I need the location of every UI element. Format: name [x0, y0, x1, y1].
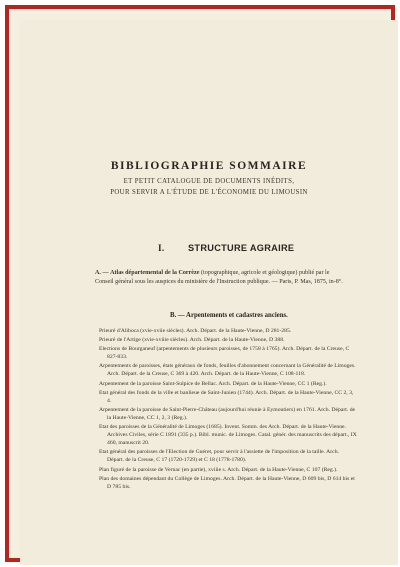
scanned-page: [20, 20, 398, 565]
list-item: Prieuré d'Aliboca (xvie-xviie siècles). Arch. Départ. de la Haute-Vienne, D 281-285.: [99, 328, 292, 334]
list-item: Plan figuré de la paroisse de Vernac (en partie), xviiie s. Arch. Départ. de la Haute-Vienne, C 107 (Reg.).: [99, 466, 338, 473]
list-item: Etat des paroisses de la Généralité de Limoges (1685). Invent. Somm. des Arch. Départ. de la Haute-Vienne. Archives Civiles, série C 1891 (335 p.). Bibl. munic. de Limoges. Catal. génér. des manuscrits des départ., IX 460, manuscrit 20.: [99, 424, 357, 447]
subtitle-line-1: ET PETIT CATALOGUE DE DOCUMENTS INÉDITS,: [123, 178, 295, 185]
list-item: Etat général des paroisses de l'Election de Guéret, pour servir à l'assiette de l'imposition de la taille. Arch. Départ. de la Creuse, C 17 (1720-1729) et C 18 (1778-1780).: [99, 449, 339, 464]
entry-list: [99, 327, 357, 492]
subtitle-line-2: POUR SERVIR A L'ÉTUDE DE L'ÉCONOMIE DU LIMOUSIN: [110, 189, 308, 196]
paragraph-a: [95, 269, 345, 286]
subsection-b-heading: B. — Arpentements et cadastres anciens.: [170, 312, 288, 319]
section-number: I.: [158, 243, 165, 253]
list-item: Etat général des fonds de la ville et banlieue de Saint-Junien (1744). Arch. Départ. de la Haute-Vienne, CC 2, 3, 4.: [99, 389, 354, 404]
list-item: Plan des domaines dépendant du Collège de Limoges. Arch. Départ. de la Haute-Vienne, D 609 bis, D 614 bis et D 785 bis.: [99, 475, 355, 490]
section-title: STRUCTURE AGRAIRE: [188, 243, 295, 253]
document-title: BIBLIOGRAPHIE SOMMAIRE: [110, 160, 308, 172]
paragraph-a-text: (topographique, agricole et géologique) publié par le Conseil général sous les auspices du ministère de l'Instruction publique. — Paris, P. Mas, 1875, in-8°.: [95, 270, 343, 285]
section-heading: [158, 243, 294, 253]
page-border-frame: [5, 5, 395, 562]
list-item: Arpentements de paroisses, états généraux de fonds, feuilles d'abonnement concernant la Généralité de Limoges. Arch. Départ. de la Creuse, C 369 à 420. Arch. Départ. de la Haute-Vienne, C 108-118.: [99, 363, 356, 378]
paragraph-a-title: Atlas départemental de la Corrèze: [110, 270, 200, 276]
list-item: Arpentement de la paroisse de Saint-Pierre-Château (aujourd'hui réunie à Eymoutiers) en 1761. Arch. Départ. de la Haute-Vienne, CC 1, 2, 3 (Reg.).: [99, 406, 356, 421]
list-item: Elections de Bourganeuf (arpentements de plusieurs paroisses, de 1758 à 1765). Arch. Départ. de la Creuse, C 827-833.: [99, 346, 350, 361]
list-item: Arpentement de la paroisse Saint-Sulpice de Bellac. Arch. Départ. de la Haute-Vienne, CC 1 (Reg.).: [99, 380, 327, 387]
list-item: Prieuré de l'Artige (xvie-xviiie siècles). Arch. Départ. de la Haute-Vienne, D 388.: [99, 337, 285, 344]
paragraph-a-label: A. —: [95, 270, 109, 276]
